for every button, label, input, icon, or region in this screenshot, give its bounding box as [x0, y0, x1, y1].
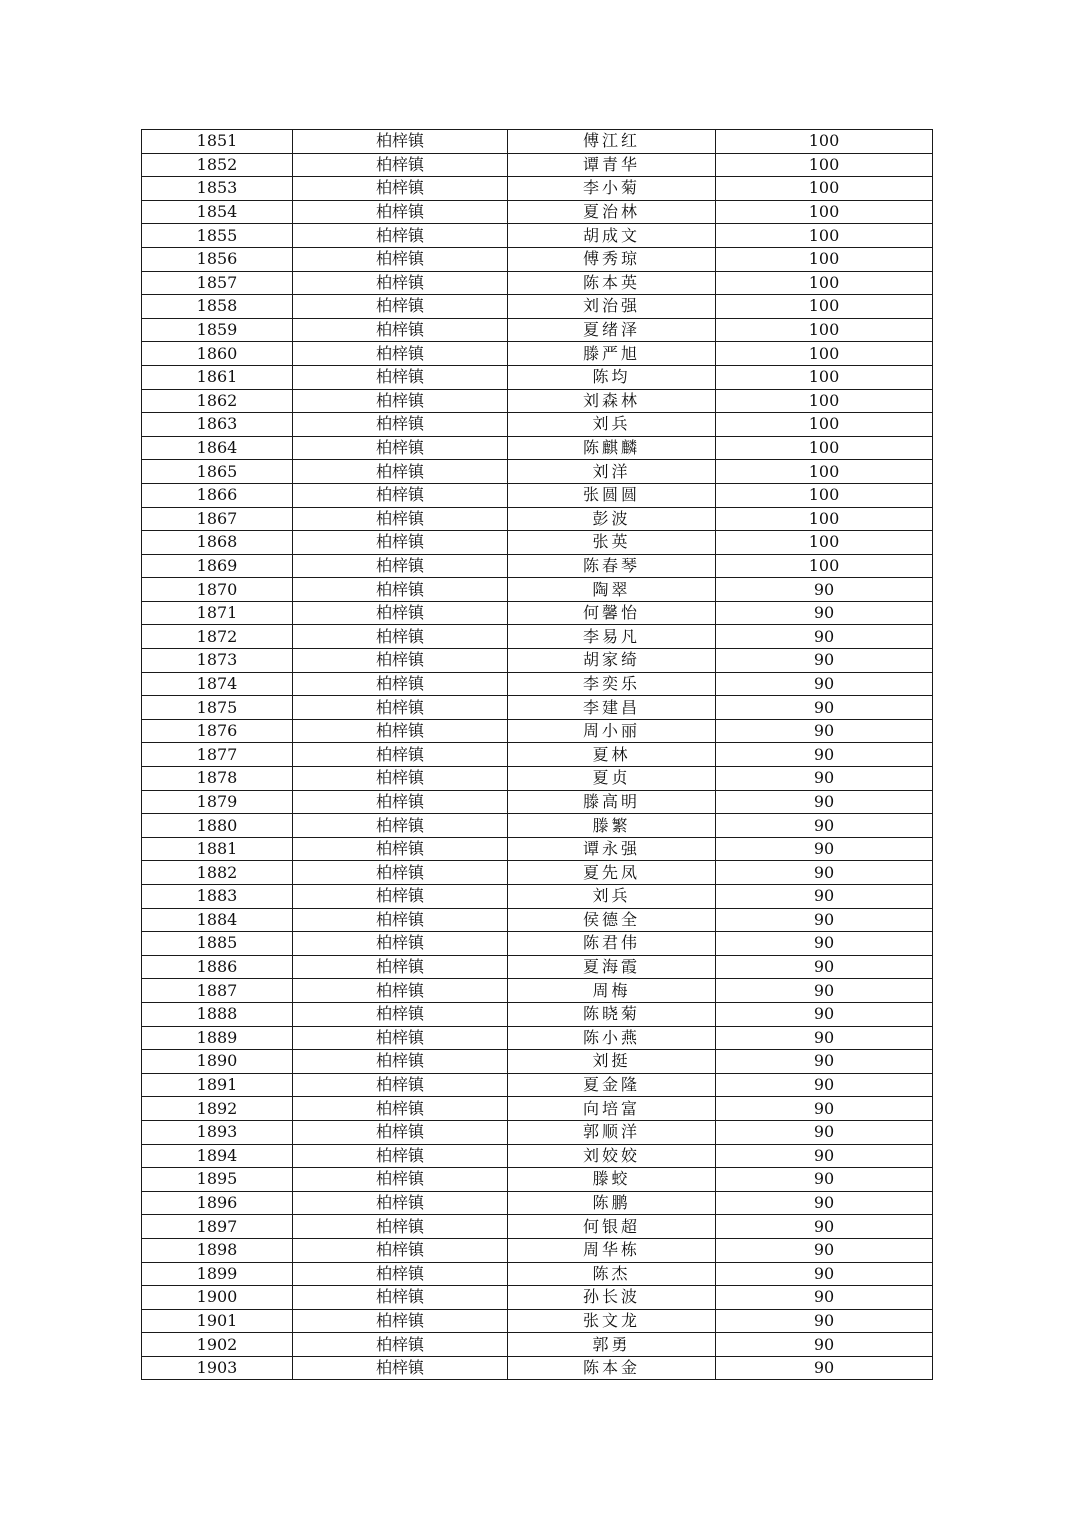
- amount-cell: 90: [716, 672, 933, 696]
- person-name-cell: 周梅: [508, 979, 716, 1003]
- serial-number-cell: 1875: [142, 696, 293, 720]
- town-cell: 柏梓镇: [293, 885, 508, 909]
- town-cell: 柏梓镇: [293, 1356, 508, 1380]
- town-cell: 柏梓镇: [293, 625, 508, 649]
- serial-number-cell: 1899: [142, 1262, 293, 1286]
- town-cell: 柏梓镇: [293, 295, 508, 319]
- serial-number-cell: 1859: [142, 318, 293, 342]
- town-cell: 柏梓镇: [293, 200, 508, 224]
- serial-number-cell: 1879: [142, 790, 293, 814]
- table-row: [142, 1286, 933, 1310]
- table-row: [142, 247, 933, 271]
- town-cell: 柏梓镇: [293, 979, 508, 1003]
- serial-number-cell: 1878: [142, 767, 293, 791]
- table-row: [142, 436, 933, 460]
- serial-number-cell: 1892: [142, 1097, 293, 1121]
- amount-cell: 100: [716, 153, 933, 177]
- serial-number-cell: 1896: [142, 1191, 293, 1215]
- town-cell: 柏梓镇: [293, 318, 508, 342]
- amount-cell: 100: [716, 413, 933, 437]
- person-name-cell: 陶翠: [508, 578, 716, 602]
- serial-number-cell: 1853: [142, 177, 293, 201]
- town-cell: 柏梓镇: [293, 342, 508, 366]
- person-name-cell: 夏贞: [508, 767, 716, 791]
- amount-cell: 90: [716, 1215, 933, 1239]
- table-row: [142, 389, 933, 413]
- serial-number-cell: 1893: [142, 1120, 293, 1144]
- person-name-cell: 滕高明: [508, 790, 716, 814]
- serial-number-cell: 1885: [142, 932, 293, 956]
- serial-number-cell: 1901: [142, 1309, 293, 1333]
- amount-cell: 90: [716, 1073, 933, 1097]
- person-name-cell: 陈小燕: [508, 1026, 716, 1050]
- serial-number-cell: 1876: [142, 719, 293, 743]
- town-cell: 柏梓镇: [293, 483, 508, 507]
- person-name-cell: 彭波: [508, 507, 716, 531]
- person-name-cell: 李小菊: [508, 177, 716, 201]
- town-cell: 柏梓镇: [293, 177, 508, 201]
- town-cell: 柏梓镇: [293, 130, 508, 154]
- serial-number-cell: 1868: [142, 531, 293, 555]
- town-cell: 柏梓镇: [293, 413, 508, 437]
- amount-cell: 90: [716, 1191, 933, 1215]
- town-cell: 柏梓镇: [293, 696, 508, 720]
- amount-cell: 90: [716, 1050, 933, 1074]
- town-cell: 柏梓镇: [293, 460, 508, 484]
- table-row: [142, 1144, 933, 1168]
- town-cell: 柏梓镇: [293, 790, 508, 814]
- table-row: [142, 1191, 933, 1215]
- town-cell: 柏梓镇: [293, 436, 508, 460]
- table-row: [142, 1073, 933, 1097]
- amount-cell: 90: [716, 601, 933, 625]
- person-name-cell: 周华栋: [508, 1238, 716, 1262]
- table-row: [142, 1050, 933, 1074]
- serial-number-cell: 1862: [142, 389, 293, 413]
- amount-cell: 90: [716, 1286, 933, 1310]
- amount-cell: 90: [716, 578, 933, 602]
- person-name-cell: 谭永强: [508, 837, 716, 861]
- serial-number-cell: 1870: [142, 578, 293, 602]
- amount-cell: 90: [716, 979, 933, 1003]
- serial-number-cell: 1851: [142, 130, 293, 154]
- serial-number-cell: 1884: [142, 908, 293, 932]
- table-row: [142, 861, 933, 885]
- serial-number-cell: 1871: [142, 601, 293, 625]
- amount-cell: 100: [716, 389, 933, 413]
- person-name-cell: 夏金隆: [508, 1073, 716, 1097]
- serial-number-cell: 1902: [142, 1333, 293, 1357]
- serial-number-cell: 1874: [142, 672, 293, 696]
- serial-number-cell: 1887: [142, 979, 293, 1003]
- person-name-cell: 陈杰: [508, 1262, 716, 1286]
- serial-number-cell: 1882: [142, 861, 293, 885]
- table-row: [142, 130, 933, 154]
- amount-cell: 90: [716, 1356, 933, 1380]
- person-name-cell: 陈本金: [508, 1356, 716, 1380]
- amount-cell: 100: [716, 365, 933, 389]
- amount-cell: 90: [716, 885, 933, 909]
- table-row: [142, 365, 933, 389]
- town-cell: 柏梓镇: [293, 1215, 508, 1239]
- table-row: [142, 672, 933, 696]
- table-row: [142, 955, 933, 979]
- amount-cell: 90: [716, 861, 933, 885]
- amount-cell: 100: [716, 507, 933, 531]
- table-row: [142, 318, 933, 342]
- amount-cell: 90: [716, 625, 933, 649]
- amount-cell: 90: [716, 955, 933, 979]
- person-name-cell: 何馨怡: [508, 601, 716, 625]
- serial-number-cell: 1898: [142, 1238, 293, 1262]
- amount-cell: 90: [716, 790, 933, 814]
- table-row: [142, 790, 933, 814]
- town-cell: 柏梓镇: [293, 1073, 508, 1097]
- amount-cell: 90: [716, 1333, 933, 1357]
- serial-number-cell: 1895: [142, 1168, 293, 1192]
- table-row: [142, 1356, 933, 1380]
- serial-number-cell: 1877: [142, 743, 293, 767]
- town-cell: 柏梓镇: [293, 224, 508, 248]
- serial-number-cell: 1886: [142, 955, 293, 979]
- serial-number-cell: 1888: [142, 1002, 293, 1026]
- serial-number-cell: 1903: [142, 1356, 293, 1380]
- table-row: [142, 1309, 933, 1333]
- table-row: [142, 295, 933, 319]
- table-row: [142, 1002, 933, 1026]
- person-name-cell: 谭青华: [508, 153, 716, 177]
- table-row: [142, 271, 933, 295]
- amount-cell: 100: [716, 483, 933, 507]
- town-cell: 柏梓镇: [293, 365, 508, 389]
- amount-cell: 90: [716, 1002, 933, 1026]
- amount-cell: 90: [716, 1120, 933, 1144]
- town-cell: 柏梓镇: [293, 1002, 508, 1026]
- table-row: [142, 177, 933, 201]
- person-name-cell: 李奕乐: [508, 672, 716, 696]
- person-name-cell: 滕严旭: [508, 342, 716, 366]
- serial-number-cell: 1854: [142, 200, 293, 224]
- amount-cell: 100: [716, 318, 933, 342]
- serial-number-cell: 1900: [142, 1286, 293, 1310]
- amount-cell: 90: [716, 932, 933, 956]
- person-name-cell: 张文龙: [508, 1309, 716, 1333]
- serial-number-cell: 1883: [142, 885, 293, 909]
- town-cell: 柏梓镇: [293, 1168, 508, 1192]
- table-row: [142, 413, 933, 437]
- table-row: [142, 200, 933, 224]
- table-row: [142, 932, 933, 956]
- amount-cell: 90: [716, 908, 933, 932]
- table-row: [142, 885, 933, 909]
- serial-number-cell: 1894: [142, 1144, 293, 1168]
- table-row: [142, 1026, 933, 1050]
- town-cell: 柏梓镇: [293, 861, 508, 885]
- table-row: [142, 625, 933, 649]
- amount-cell: 90: [716, 1144, 933, 1168]
- table-row: [142, 601, 933, 625]
- serial-number-cell: 1890: [142, 1050, 293, 1074]
- person-name-cell: 张英: [508, 531, 716, 555]
- town-cell: 柏梓镇: [293, 908, 508, 932]
- serial-number-cell: 1863: [142, 413, 293, 437]
- amount-cell: 90: [716, 767, 933, 791]
- table-row: [142, 837, 933, 861]
- town-cell: 柏梓镇: [293, 767, 508, 791]
- amount-cell: 90: [716, 837, 933, 861]
- amount-cell: 100: [716, 436, 933, 460]
- amount-cell: 100: [716, 295, 933, 319]
- person-name-cell: 陈君伟: [508, 932, 716, 956]
- person-name-cell: 李建昌: [508, 696, 716, 720]
- person-name-cell: 刘治强: [508, 295, 716, 319]
- person-name-cell: 刘挺: [508, 1050, 716, 1074]
- roster-table: [141, 129, 933, 1380]
- serial-number-cell: 1881: [142, 837, 293, 861]
- person-name-cell: 何银超: [508, 1215, 716, 1239]
- serial-number-cell: 1857: [142, 271, 293, 295]
- town-cell: 柏梓镇: [293, 1191, 508, 1215]
- serial-number-cell: 1897: [142, 1215, 293, 1239]
- town-cell: 柏梓镇: [293, 1144, 508, 1168]
- serial-number-cell: 1858: [142, 295, 293, 319]
- town-cell: 柏梓镇: [293, 1286, 508, 1310]
- table-row: [142, 979, 933, 1003]
- amount-cell: 100: [716, 460, 933, 484]
- town-cell: 柏梓镇: [293, 247, 508, 271]
- person-name-cell: 夏绪泽: [508, 318, 716, 342]
- table-row: [142, 460, 933, 484]
- person-name-cell: 孙长波: [508, 1286, 716, 1310]
- serial-number-cell: 1855: [142, 224, 293, 248]
- person-name-cell: 刘森林: [508, 389, 716, 413]
- table-row: [142, 224, 933, 248]
- table-row: [142, 1262, 933, 1286]
- town-cell: 柏梓镇: [293, 1120, 508, 1144]
- town-cell: 柏梓镇: [293, 955, 508, 979]
- amount-cell: 90: [716, 1309, 933, 1333]
- town-cell: 柏梓镇: [293, 814, 508, 838]
- serial-number-cell: 1869: [142, 554, 293, 578]
- amount-cell: 100: [716, 271, 933, 295]
- person-name-cell: 夏治林: [508, 200, 716, 224]
- serial-number-cell: 1880: [142, 814, 293, 838]
- table-row: [142, 483, 933, 507]
- town-cell: 柏梓镇: [293, 672, 508, 696]
- town-cell: 柏梓镇: [293, 1309, 508, 1333]
- town-cell: 柏梓镇: [293, 1262, 508, 1286]
- serial-number-cell: 1867: [142, 507, 293, 531]
- amount-cell: 90: [716, 1262, 933, 1286]
- person-name-cell: 陈本英: [508, 271, 716, 295]
- person-name-cell: 傅江红: [508, 130, 716, 154]
- serial-number-cell: 1864: [142, 436, 293, 460]
- town-cell: 柏梓镇: [293, 1333, 508, 1357]
- town-cell: 柏梓镇: [293, 554, 508, 578]
- town-cell: 柏梓镇: [293, 507, 508, 531]
- person-name-cell: 夏先凤: [508, 861, 716, 885]
- person-name-cell: 侯德全: [508, 908, 716, 932]
- table-row: [142, 153, 933, 177]
- table-row: [142, 507, 933, 531]
- amount-cell: 90: [716, 1168, 933, 1192]
- serial-number-cell: 1860: [142, 342, 293, 366]
- amount-cell: 90: [716, 814, 933, 838]
- serial-number-cell: 1873: [142, 649, 293, 673]
- person-name-cell: 陈均: [508, 365, 716, 389]
- person-name-cell: 刘洋: [508, 460, 716, 484]
- town-cell: 柏梓镇: [293, 578, 508, 602]
- town-cell: 柏梓镇: [293, 153, 508, 177]
- amount-cell: 90: [716, 1026, 933, 1050]
- amount-cell: 100: [716, 342, 933, 366]
- person-name-cell: 陈鹏: [508, 1191, 716, 1215]
- serial-number-cell: 1872: [142, 625, 293, 649]
- town-cell: 柏梓镇: [293, 1097, 508, 1121]
- person-name-cell: 胡成文: [508, 224, 716, 248]
- person-name-cell: 夏海霞: [508, 955, 716, 979]
- town-cell: 柏梓镇: [293, 649, 508, 673]
- amount-cell: 90: [716, 696, 933, 720]
- person-name-cell: 胡家绮: [508, 649, 716, 673]
- town-cell: 柏梓镇: [293, 743, 508, 767]
- amount-cell: 90: [716, 649, 933, 673]
- amount-cell: 90: [716, 1238, 933, 1262]
- table-row: [142, 814, 933, 838]
- table-row: [142, 767, 933, 791]
- amount-cell: 90: [716, 719, 933, 743]
- amount-cell: 100: [716, 130, 933, 154]
- town-cell: 柏梓镇: [293, 932, 508, 956]
- person-name-cell: 傅秀琼: [508, 247, 716, 271]
- amount-cell: 100: [716, 554, 933, 578]
- person-name-cell: 李易凡: [508, 625, 716, 649]
- serial-number-cell: 1889: [142, 1026, 293, 1050]
- person-name-cell: 刘兵: [508, 413, 716, 437]
- person-name-cell: 滕繁: [508, 814, 716, 838]
- person-name-cell: 向培富: [508, 1097, 716, 1121]
- person-name-cell: 滕蛟: [508, 1168, 716, 1192]
- person-name-cell: 周小丽: [508, 719, 716, 743]
- table-row: [142, 342, 933, 366]
- amount-cell: 100: [716, 247, 933, 271]
- serial-number-cell: 1866: [142, 483, 293, 507]
- town-cell: 柏梓镇: [293, 837, 508, 861]
- table-row: [142, 554, 933, 578]
- serial-number-cell: 1861: [142, 365, 293, 389]
- town-cell: 柏梓镇: [293, 601, 508, 625]
- town-cell: 柏梓镇: [293, 719, 508, 743]
- roster-table-body: [142, 130, 933, 1380]
- table-row: [142, 908, 933, 932]
- town-cell: 柏梓镇: [293, 531, 508, 555]
- person-name-cell: 陈晓菊: [508, 1002, 716, 1026]
- person-name-cell: 夏林: [508, 743, 716, 767]
- table-row: [142, 696, 933, 720]
- amount-cell: 100: [716, 177, 933, 201]
- town-cell: 柏梓镇: [293, 271, 508, 295]
- table-row: [142, 719, 933, 743]
- town-cell: 柏梓镇: [293, 1050, 508, 1074]
- table-row: [142, 578, 933, 602]
- person-name-cell: 郭顺洋: [508, 1120, 716, 1144]
- serial-number-cell: 1852: [142, 153, 293, 177]
- table-row: [142, 743, 933, 767]
- amount-cell: 90: [716, 1097, 933, 1121]
- person-name-cell: 刘姣姣: [508, 1144, 716, 1168]
- person-name-cell: 刘兵: [508, 885, 716, 909]
- table-row: [142, 1120, 933, 1144]
- serial-number-cell: 1856: [142, 247, 293, 271]
- person-name-cell: 郭勇: [508, 1333, 716, 1357]
- table-row: [142, 1238, 933, 1262]
- person-name-cell: 张圆圆: [508, 483, 716, 507]
- serial-number-cell: 1891: [142, 1073, 293, 1097]
- table-row: [142, 531, 933, 555]
- town-cell: 柏梓镇: [293, 1026, 508, 1050]
- amount-cell: 100: [716, 224, 933, 248]
- amount-cell: 100: [716, 200, 933, 224]
- town-cell: 柏梓镇: [293, 1238, 508, 1262]
- amount-cell: 100: [716, 531, 933, 555]
- person-name-cell: 陈春琴: [508, 554, 716, 578]
- amount-cell: 90: [716, 743, 933, 767]
- table-row: [142, 1215, 933, 1239]
- table-row: [142, 1097, 933, 1121]
- table-row: [142, 1168, 933, 1192]
- town-cell: 柏梓镇: [293, 389, 508, 413]
- serial-number-cell: 1865: [142, 460, 293, 484]
- person-name-cell: 陈麒麟: [508, 436, 716, 460]
- table-row: [142, 649, 933, 673]
- table-row: [142, 1333, 933, 1357]
